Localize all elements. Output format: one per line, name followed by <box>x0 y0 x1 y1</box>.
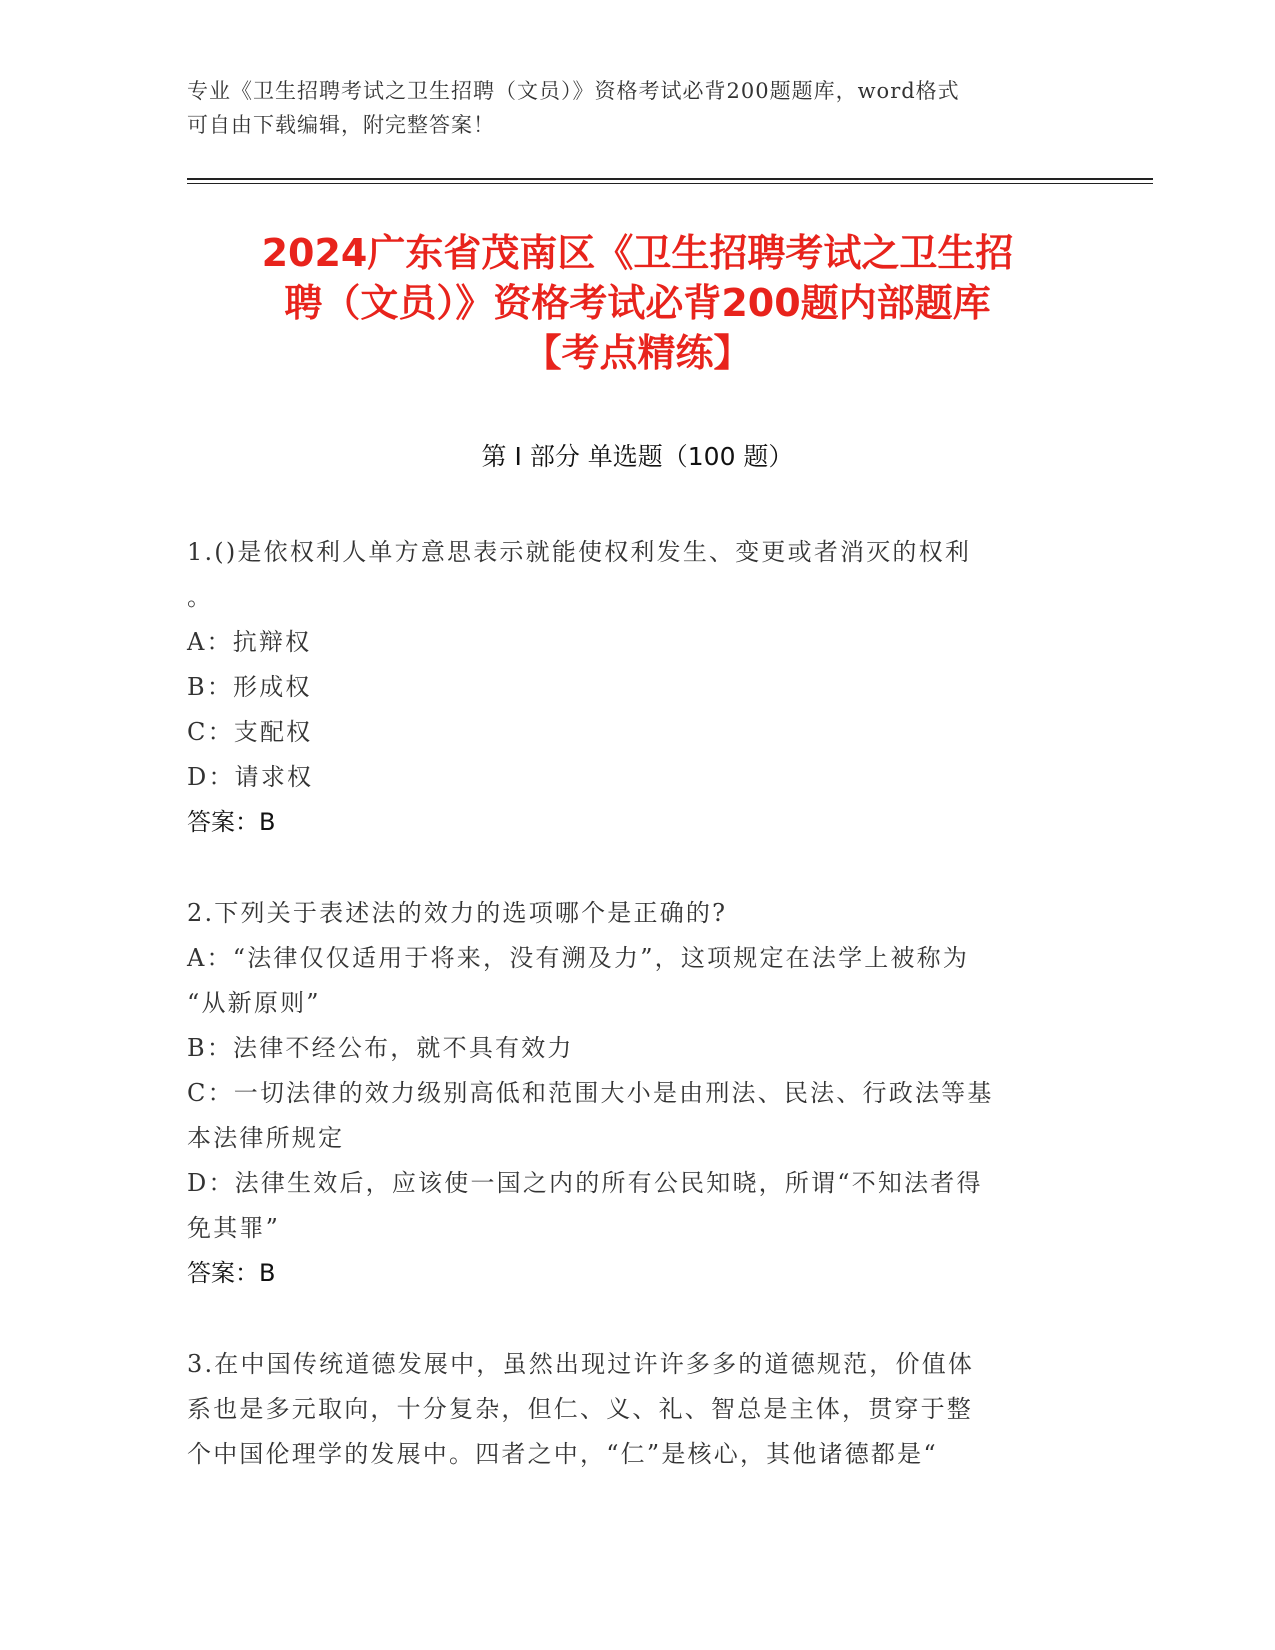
question-2-answer: 答案：B <box>187 1259 276 1287</box>
header-rule-thin <box>187 183 1153 184</box>
question-1 <box>187 530 1067 845</box>
question-3-stem-line-2: 系也是多元取向，十分复杂，但仁、义、礼、智总是主体，贯穿于整 <box>187 1395 973 1423</box>
document-title-line-2: 聘（文员）》资格考试必背200题内部题库 <box>284 281 991 325</box>
question-3-stem-line-1: 3.在中国传统道德发展中，虽然出现过许许多多的道德规范，价值体 <box>187 1350 975 1378</box>
question-2-option-a-line-2: “从新原则” <box>187 989 321 1017</box>
section-heading: 第 I 部分 单选题（100 题） <box>481 442 794 471</box>
question-1-answer: 答案：B <box>187 808 276 836</box>
question-1-option-b: B：形成权 <box>187 673 312 701</box>
question-2-option-c-line-1: C：一切法律的效力级别高低和范围大小是由刑法、民法、行政法等基 <box>187 1079 994 1107</box>
question-2-stem: 2.下列关于表述法的效力的选项哪个是正确的? <box>187 899 728 927</box>
question-2-option-d-line-2: 免其罪” <box>187 1214 281 1242</box>
document-title <box>170 228 1105 378</box>
question-list <box>187 530 1067 1523</box>
question-2 <box>187 891 1067 1296</box>
question-1-option-d: D：请求权 <box>187 763 314 791</box>
header-note-line-2: 可自由下载编辑，附完整答案！ <box>187 113 495 137</box>
question-1-option-c: C：支配权 <box>187 718 313 746</box>
question-2-option-c-line-2: 本法律所规定 <box>187 1124 345 1152</box>
document-title-line-1: 2024广东省茂南区《卫生招聘考试之卫生招 <box>261 231 1014 275</box>
header-rule-thick <box>187 178 1153 180</box>
question-2-option-b: B：法律不经公布，就不具有效力 <box>187 1034 574 1062</box>
question-1-option-a: A：抗辩权 <box>187 628 312 656</box>
document-title-line-3: 【考点精练】 <box>523 331 752 375</box>
question-1-stem-line-2: 。 <box>187 583 214 611</box>
question-1-stem-line-1: 1.()是依权利人单方意思表示就能使权利发生、变更或者消灭的权利 <box>187 538 972 566</box>
question-2-option-d-line-1: D：法律生效后，应该使一国之内的所有公民知晓，所谓“不知法者得 <box>187 1169 983 1197</box>
header-note <box>187 74 1067 142</box>
question-3-stem-line-3: 个中国伦理学的发展中。四者之中，“仁”是核心，其他诸德都是“ <box>187 1440 938 1468</box>
question-2-option-a-line-1: A：“法律仅仅适用于将来，没有溯及力”，这项规定在法学上被称为 <box>187 944 970 972</box>
header-note-line-1: 专业《卫生招聘考试之卫生招聘（文员）》资格考试必背200题题库，word格式 <box>187 79 960 103</box>
question-3 <box>187 1342 1067 1477</box>
